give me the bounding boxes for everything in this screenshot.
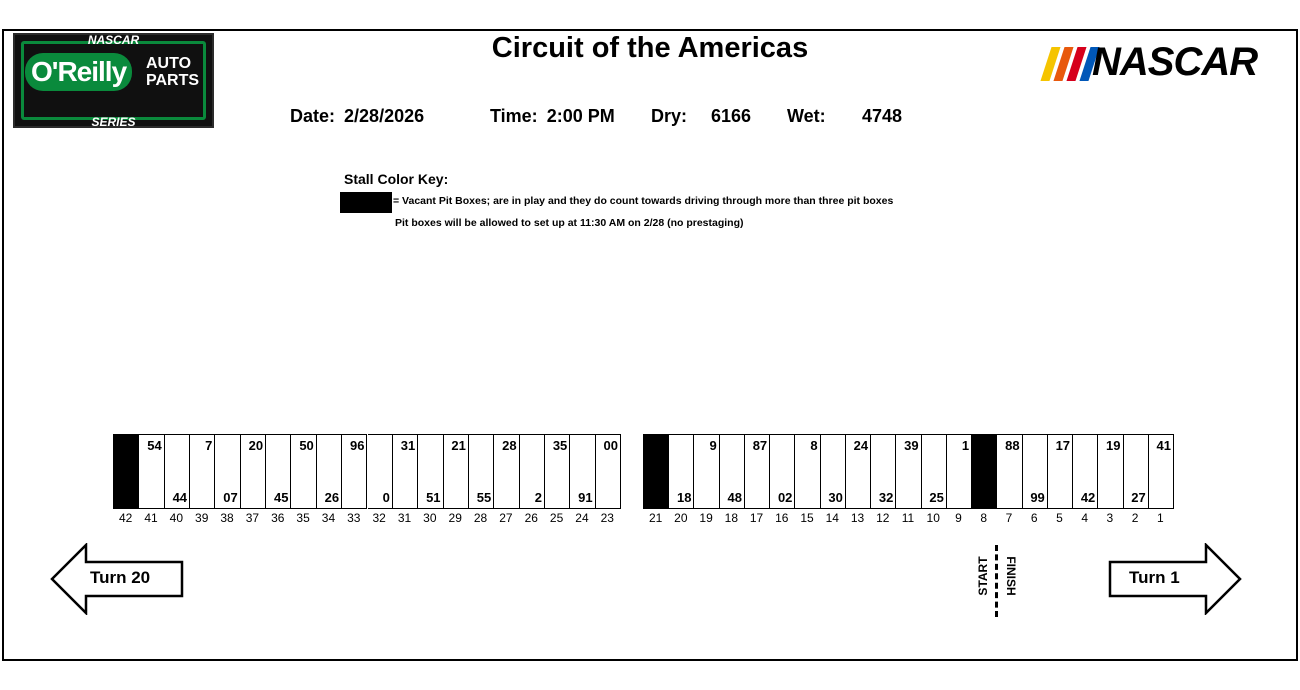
dry-label: Dry: — [651, 106, 688, 126]
pit-row-right — [643, 434, 1173, 509]
nascar-logo-word: NASCAR — [1092, 40, 1258, 84]
nascar-logo-stripes — [1040, 47, 1096, 81]
car-number: 87 — [752, 438, 768, 453]
wet-value: 4748 — [862, 106, 903, 126]
finish-label: FINISH — [1004, 556, 1018, 596]
car-number: 99 — [1030, 490, 1045, 505]
car-number: 51 — [426, 490, 441, 505]
stall-number: 34 — [321, 511, 336, 525]
car-number: 8 — [810, 438, 818, 453]
car-number: 26 — [324, 490, 340, 505]
pit-stall — [368, 434, 393, 509]
pit-stall — [596, 434, 621, 509]
pit-stall — [570, 434, 595, 509]
stall-number: 38 — [220, 511, 234, 525]
series-logo-nascar-text: NASCAR — [87, 33, 140, 47]
car-number: 88 — [1005, 438, 1020, 453]
stall-number: 42 — [118, 511, 133, 525]
car-number: 55 — [476, 490, 492, 505]
time-field — [490, 106, 615, 127]
turn-20-label: Turn 20 — [90, 568, 151, 587]
vacant-swatch — [340, 192, 392, 213]
pit-stall-vacant — [114, 434, 139, 509]
car-number: 44 — [172, 490, 188, 505]
turn-1-label: Turn 1 — [1129, 568, 1180, 587]
pit-stall — [922, 434, 947, 509]
car-number: 31 — [400, 438, 416, 453]
car-number: 20 — [248, 438, 264, 453]
turn-1-arrow — [1108, 543, 1242, 615]
car-number: 2 — [534, 490, 542, 505]
stall-number: 9 — [955, 511, 962, 525]
pit-stall — [165, 434, 190, 509]
pit-stall — [694, 434, 719, 509]
pit-stall-vacant — [644, 434, 669, 509]
stall-number: 26 — [524, 511, 538, 525]
pit-stall — [266, 434, 291, 509]
stall-number: 18 — [724, 511, 738, 525]
stall-number: 41 — [144, 511, 158, 525]
stall-number: 28 — [473, 511, 488, 525]
stall-number: 23 — [600, 511, 614, 525]
stall-number: 37 — [245, 511, 260, 525]
pit-stall — [291, 434, 316, 509]
stall-number: 21 — [648, 511, 663, 525]
pit-stall — [846, 434, 871, 509]
pit-stall — [317, 434, 342, 509]
stall-number: 3 — [1106, 511, 1114, 525]
vacant-description: = Vacant Pit Boxes; are in play and they do count towards driving through more than three pit boxes — [393, 195, 894, 207]
stall-number: 40 — [169, 511, 184, 525]
car-number: 39 — [904, 438, 919, 453]
pit-stall — [720, 434, 745, 509]
pit-stall — [997, 434, 1022, 509]
start-label: START — [976, 556, 990, 596]
stall-number: 33 — [347, 511, 361, 525]
car-number: 18 — [677, 490, 692, 505]
car-number: 32 — [878, 490, 894, 505]
pit-stall — [1048, 434, 1073, 509]
car-number: 45 — [273, 490, 289, 505]
car-number: 19 — [1106, 438, 1121, 453]
pit-stall — [342, 434, 367, 509]
pit-stall — [1098, 434, 1123, 509]
pit-stall — [393, 434, 418, 509]
stall-number: 31 — [397, 511, 412, 525]
car-number: 50 — [299, 438, 314, 453]
car-number: 41 — [1156, 438, 1171, 453]
pit-stall — [469, 434, 494, 509]
pit-stall-vacant — [972, 434, 997, 509]
stall-number: 4 — [1081, 511, 1088, 525]
car-number: 25 — [929, 490, 944, 505]
page-title: Circuit of the Americas — [491, 32, 809, 64]
stall-number: 30 — [423, 511, 437, 525]
stall-number: 2 — [1131, 511, 1139, 525]
pit-stall — [1073, 434, 1098, 509]
car-number: 96 — [350, 438, 365, 453]
stall-number: 32 — [372, 511, 386, 525]
pit-stall — [821, 434, 846, 509]
pit-stall — [139, 434, 164, 509]
car-number: 07 — [223, 490, 238, 505]
stall-number: 10 — [926, 511, 940, 525]
date-label: Date: — [290, 106, 336, 126]
date-field — [290, 106, 424, 127]
start-finish-line — [972, 545, 1020, 617]
turn-20-arrow — [50, 543, 184, 615]
stall-number: 5 — [1056, 511, 1063, 525]
setup-note: Pit boxes will be allowed to set up at 11:30 AM on 2/28 (no prestaging) — [395, 217, 744, 229]
stall-number: 36 — [271, 511, 285, 525]
stall-number: 16 — [775, 511, 789, 525]
car-number: 27 — [1131, 490, 1146, 505]
pit-stall — [669, 434, 694, 509]
pit-stall — [545, 434, 570, 509]
stall-number: 7 — [1005, 511, 1013, 525]
car-number: 42 — [1080, 490, 1096, 505]
car-number: 21 — [451, 438, 466, 453]
car-number: 0 — [382, 490, 390, 505]
stall-number: 39 — [195, 511, 209, 525]
pit-stall — [947, 434, 972, 509]
series-logo-brand: O'Reilly — [25, 53, 132, 91]
pit-stall — [520, 434, 545, 509]
stall-number: 15 — [800, 511, 814, 525]
pit-stall — [494, 434, 519, 509]
car-number: 30 — [828, 490, 843, 505]
car-number: 28 — [502, 438, 517, 453]
pit-stall — [241, 434, 266, 509]
series-logo-parts: PARTS — [146, 72, 200, 89]
car-number: 00 — [603, 438, 618, 453]
stall-number: 25 — [549, 511, 564, 525]
stall-number: 35 — [296, 511, 310, 525]
pit-stall — [871, 434, 896, 509]
car-number: 02 — [777, 490, 793, 505]
start-finish-dashed-line — [995, 545, 998, 617]
stall-number: 6 — [1030, 511, 1038, 525]
stall-number: 24 — [575, 511, 589, 525]
pit-stall — [1124, 434, 1149, 509]
stall-color-key-title: Stall Color Key: — [344, 171, 449, 187]
pit-stall — [215, 434, 240, 509]
car-number: 17 — [1055, 438, 1071, 453]
car-number: 48 — [727, 490, 742, 505]
pit-stall — [770, 434, 795, 509]
car-number: 54 — [147, 438, 162, 453]
stall-number: 17 — [749, 511, 764, 525]
time-label: Time: — [490, 106, 538, 126]
pit-stall — [1023, 434, 1048, 509]
stall-number: 14 — [825, 511, 839, 525]
car-number: 91 — [578, 490, 593, 505]
pit-row-left — [113, 434, 620, 509]
pit-stall — [795, 434, 820, 509]
date-value: 2/28/2026 — [344, 106, 425, 126]
car-number: 35 — [552, 438, 568, 453]
stall-number: 8 — [980, 511, 988, 525]
stall-number: 19 — [699, 511, 713, 525]
series-logo-series-text: SERIES — [91, 115, 136, 129]
pit-stall — [1149, 434, 1174, 509]
nascar-logo — [1040, 40, 1275, 86]
car-number: 1 — [961, 438, 970, 453]
stall-number: 29 — [448, 511, 462, 525]
stall-number: 11 — [901, 511, 915, 525]
dry-value: 6166 — [711, 106, 752, 126]
series-logo-auto: AUTO — [146, 55, 192, 72]
stall-number: 12 — [876, 511, 890, 525]
car-number: 9 — [709, 438, 717, 453]
stall-number: 13 — [850, 511, 865, 525]
pit-stall — [190, 434, 215, 509]
pit-stall — [418, 434, 443, 509]
stall-number: 1 — [1157, 511, 1164, 525]
pit-stall — [896, 434, 921, 509]
pit-stall — [745, 434, 770, 509]
stall-number: 20 — [674, 511, 688, 525]
wet-label: Wet: — [787, 106, 826, 126]
car-number: 7 — [205, 438, 213, 453]
time-value: 2:00 PM — [546, 106, 615, 126]
stall-number: 27 — [499, 511, 513, 525]
car-number: 24 — [853, 438, 869, 453]
pit-stall — [444, 434, 469, 509]
